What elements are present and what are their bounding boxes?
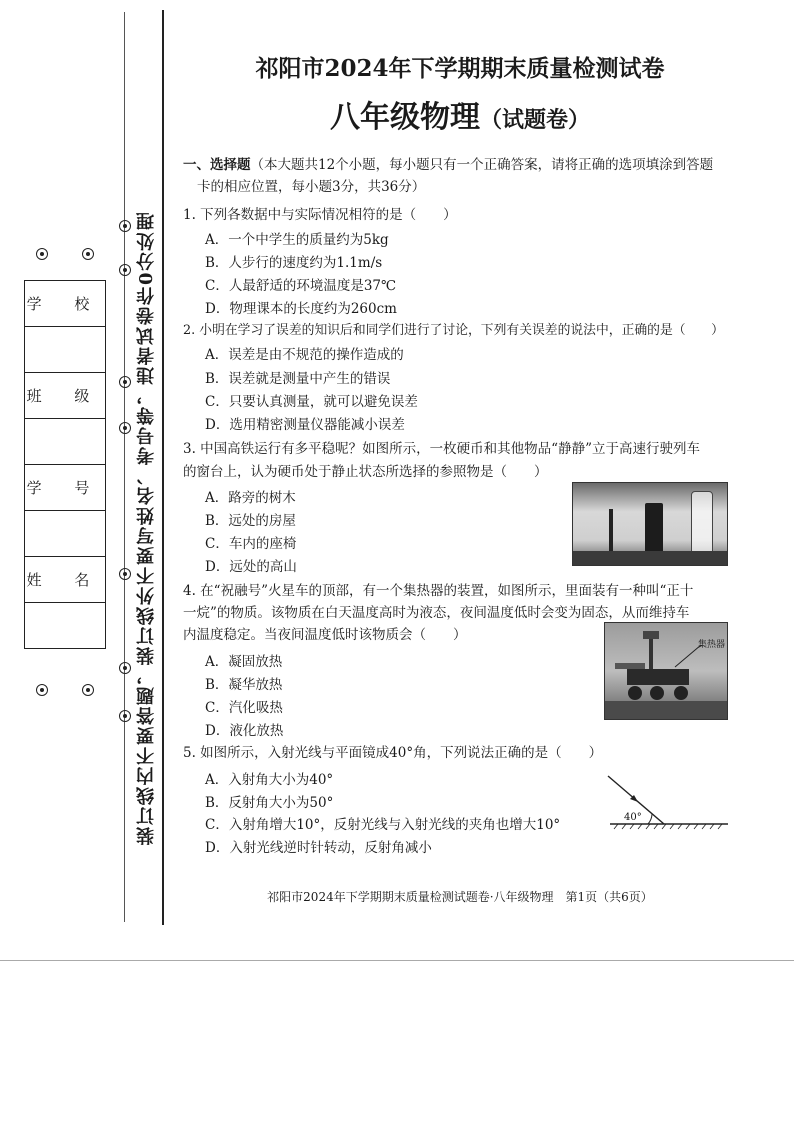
angle-label: 40°	[624, 812, 642, 823]
binding-hole-icon	[36, 248, 48, 260]
section-instructions	[183, 154, 758, 198]
instructions-line-2: 卡的相应位置，每小题3分，共36分）	[197, 179, 426, 195]
question-5-mirror-diagram	[604, 772, 734, 832]
question-4-photo	[604, 622, 728, 720]
photo-phone-icon	[645, 503, 663, 553]
page-bottom-rule	[0, 960, 794, 961]
question-2-option-c[interactable]: C．只要认真测量，就可以避免误差	[205, 394, 418, 410]
question-3-stem-line-1: 3. 中国高铁运行有多平稳呢？如图所示，一枚硬币和其他物品“静静”立于高速行驶列车	[183, 441, 700, 457]
question-5-option-d[interactable]: D．入射光线逆时针转动，反射角减小	[205, 840, 432, 856]
binding-hole-icon	[119, 662, 131, 674]
question-5-option-c[interactable]: C．入射角增大10°，反射光线与入射光线的夹角也增大10°	[205, 817, 561, 833]
photo-bottle-icon	[691, 491, 713, 555]
field-box-school[interactable]	[25, 327, 106, 373]
exam-subject	[170, 92, 750, 136]
binding-hole-icon	[119, 422, 131, 434]
question-4-stem-line-1: 4. 在“祝融号”火星车的顶部，有一个集热器的装置，如图所示，里面装有一种叫“正十	[183, 583, 694, 599]
page-footer: 祁阳市2024年下学期期末质量检测试题卷·八年级物理 第1页（共6页）	[267, 890, 653, 904]
binding-line-outer	[124, 12, 125, 922]
field-label-name: 姓 名	[25, 557, 106, 603]
question-1-option-d[interactable]: D．物理课本的长度约为260cm	[205, 301, 397, 317]
question-2-option-d[interactable]: D．选用精密测量仪器能减小误差	[205, 417, 405, 433]
question-3-option-b[interactable]: B．远处的房屋	[205, 513, 296, 529]
binding-hole-icon	[119, 264, 131, 276]
question-2-option-b[interactable]: B．误差就是测量中产生的错误	[205, 371, 391, 387]
binding-hole-icon	[82, 684, 94, 696]
question-3-option-c[interactable]: C．车内的座椅	[205, 536, 297, 552]
instructions-line-1: （本大题共12个小题，每小题只有一个正确答案，请将正确的选项填涂到答题	[250, 157, 714, 173]
field-box-name[interactable]	[25, 603, 106, 649]
student-info-table	[24, 280, 106, 649]
question-1-option-b[interactable]: B．人步行的速度约为1.1m/s	[205, 255, 383, 271]
photo-sill	[573, 551, 727, 565]
field-label-class: 班 级	[25, 373, 106, 419]
binding-hole-icon	[36, 684, 48, 696]
binding-hole-icon	[119, 568, 131, 580]
binding-warning: 装订线内不要答题，装订线外不要写姓名、考号等，违者试卷作0分处理	[136, 210, 157, 845]
question-1-option-a[interactable]: A．一个中学生的质量约为5kg	[205, 232, 389, 248]
photo-object-icon	[609, 509, 613, 553]
binding-hole-icon	[119, 220, 131, 232]
question-4-stem-line-2: 一烷”的物质。该物质在白天温度高时为液态，夜间温度低时会变为固态，从而维持车	[183, 605, 690, 621]
question-4-option-c[interactable]: C．汽化吸热	[205, 700, 283, 716]
subject-name: 八年级物理	[329, 100, 480, 135]
question-1-option-c[interactable]: C．人最舒适的环境温度是37℃	[205, 278, 397, 294]
field-label-school: 学 校	[25, 281, 106, 327]
binding-hole-icon	[119, 710, 131, 722]
question-3-stem-line-2: 的窗台上，认为硬币处于静止状态所选择的参照物是（ ）	[183, 464, 548, 480]
section-heading: 一、选择题	[183, 157, 251, 173]
binding-line-inner	[162, 10, 164, 925]
question-4-option-a[interactable]: A．凝固放热	[205, 654, 283, 670]
question-2-stem: 2. 小明在学习了误差的知识后和同学们进行了讨论，下列有关误差的说法中，正确的是（ ）	[183, 323, 724, 338]
question-3-option-d[interactable]: D．远处的高山	[205, 559, 297, 575]
question-5-option-b[interactable]: B．反射角大小为50°	[205, 795, 334, 811]
subject-subtitle: （试题卷）	[479, 107, 590, 133]
question-4-option-b[interactable]: B．凝华放热	[205, 677, 283, 693]
question-1-stem: 1. 下列各数据中与实际情况相符的是（ ）	[183, 207, 457, 223]
question-3-photo	[572, 482, 728, 566]
question-3-option-a[interactable]: A．路旁的树木	[205, 490, 296, 506]
binding-hole-icon	[82, 248, 94, 260]
exam-title: 祁阳市2024年下学期期末质量检测试卷	[255, 55, 665, 82]
question-2-option-a[interactable]: A．误差是由不规范的操作造成的	[205, 347, 404, 363]
field-label-number: 学 号	[25, 465, 106, 511]
photo-label-collector: 集热器	[697, 640, 725, 650]
question-4-option-d[interactable]: D．液化放热	[205, 723, 284, 739]
question-4-stem-line-3: 内温度稳定。当夜间温度低时该物质会（ ）	[183, 627, 467, 643]
field-box-class[interactable]	[25, 419, 106, 465]
question-5-stem: 5. 如图所示，入射光线与平面镜成40°角，下列说法正确的是（ ）	[183, 745, 603, 761]
question-5-option-a[interactable]: A．入射角大小为40°	[205, 772, 334, 788]
field-box-number[interactable]	[25, 511, 106, 557]
binding-hole-icon	[119, 376, 131, 388]
